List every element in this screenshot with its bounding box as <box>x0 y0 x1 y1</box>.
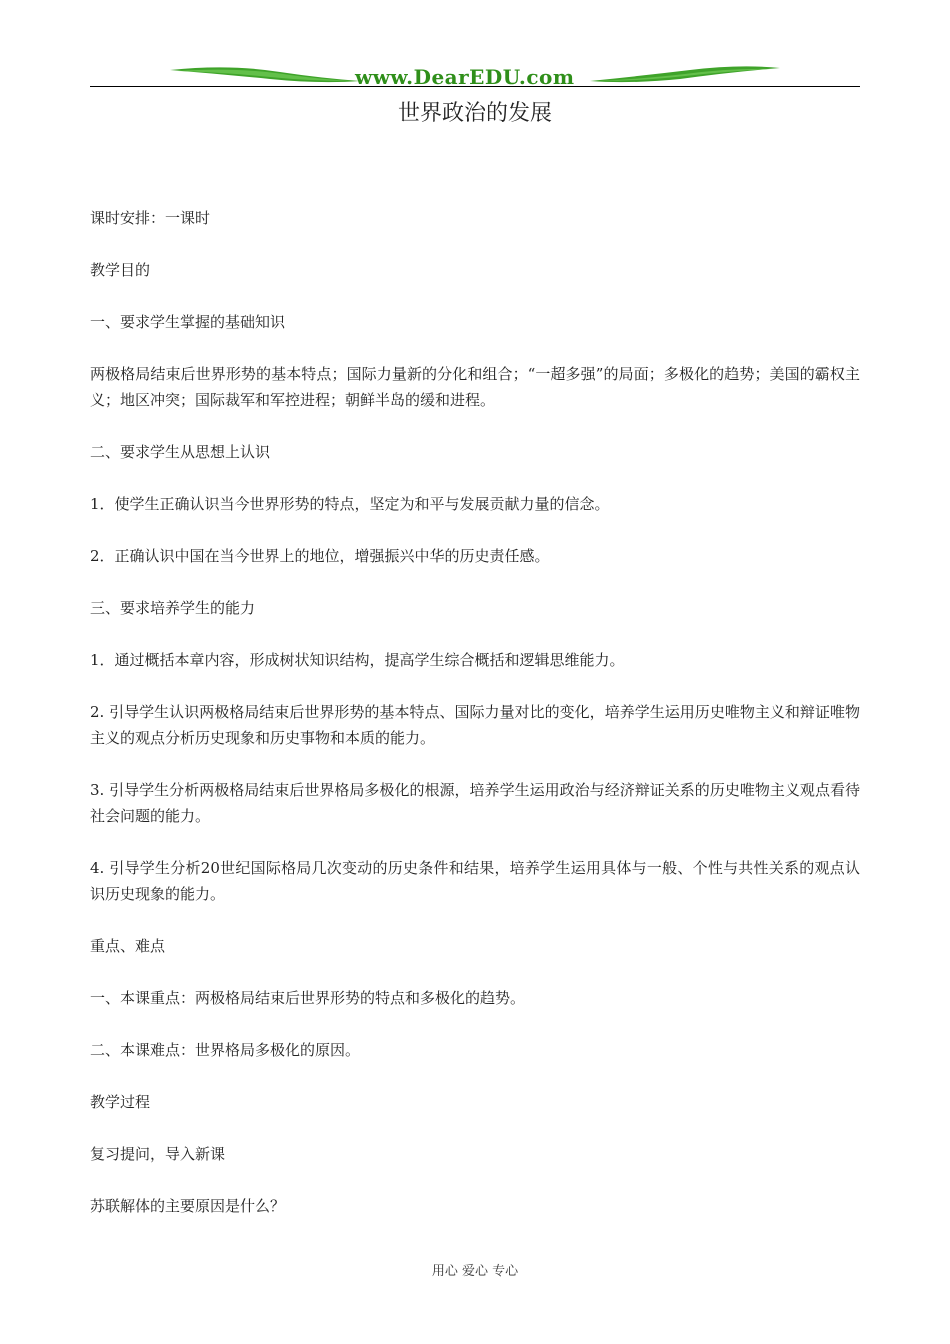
paragraph: 1．使学生正确认识当今世界形势的特点，坚定为和平与发展贡献力量的信念。 <box>90 495 610 513</box>
page-title: 世界政治的发展 <box>397 101 552 126</box>
document-body <box>90 205 860 1245</box>
paragraph: 课时安排：一课时 <box>90 209 211 227</box>
paragraph: 重点、难点 <box>90 937 166 955</box>
paragraph: 教学目的 <box>90 261 151 279</box>
paragraph: 1．通过概括本章内容，形成树状知识结构，提高学生综合概括和逻辑思维能力。 <box>90 651 625 669</box>
paragraph: 教学过程 <box>90 1093 151 1111</box>
paragraph: 3. 引导学生分析两极格局结束后世界格局多极化的根源，培养学生运用政治与经济辩证关系的历史唯物主义观点看待社会问题的能力。 <box>90 781 860 825</box>
left-swoosh-logo <box>170 64 360 86</box>
paragraph: 复习提问，导入新课 <box>90 1145 226 1163</box>
page-header <box>90 60 860 92</box>
paragraph: 一、要求学生掌握的基础知识 <box>90 313 286 331</box>
paragraph: 一、本课重点：两极格局结束后世界形势的特点和多极化的趋势。 <box>90 989 526 1007</box>
paragraph: 两极格局结束后世界形势的基本特点；国际力量新的分化和组合；“一超多强”的局面；多极化的趋势；美国的霸权主义；地区冲突；国际裁军和军控进程；朝鲜半岛的缓和进程。 <box>90 365 860 409</box>
paragraph: 三、要求培养学生的能力 <box>90 599 256 617</box>
page-footer: 用心 爱心 专心 <box>431 1264 519 1279</box>
paragraph: 二、要求学生从思想上认识 <box>90 443 271 461</box>
paragraph: 2．正确认识中国在当今世界上的地位，增强振兴中华的历史责任感。 <box>90 547 550 565</box>
right-swoosh-logo <box>590 64 780 86</box>
paragraph: 二、本课难点：世界格局多极化的原因。 <box>90 1041 361 1059</box>
paragraph: 苏联解体的主要原因是什么？ <box>90 1197 286 1215</box>
header-rule <box>90 86 860 87</box>
paragraph: 2. 引导学生认识两极格局结束后世界形势的基本特点、国际力量对比的变化，培养学生运用历史唯物主义和辩证唯物主义的观点分析历史现象和历史事物和本质的能力。 <box>90 703 860 747</box>
paragraph: 4. 引导学生分析20世纪国际格局几次变动的历史条件和结果，培养学生运用具体与一般、个性与共性关系的观点认识历史现象的能力。 <box>90 859 860 903</box>
site-logo-text: www.DearEDU.com <box>355 65 575 89</box>
